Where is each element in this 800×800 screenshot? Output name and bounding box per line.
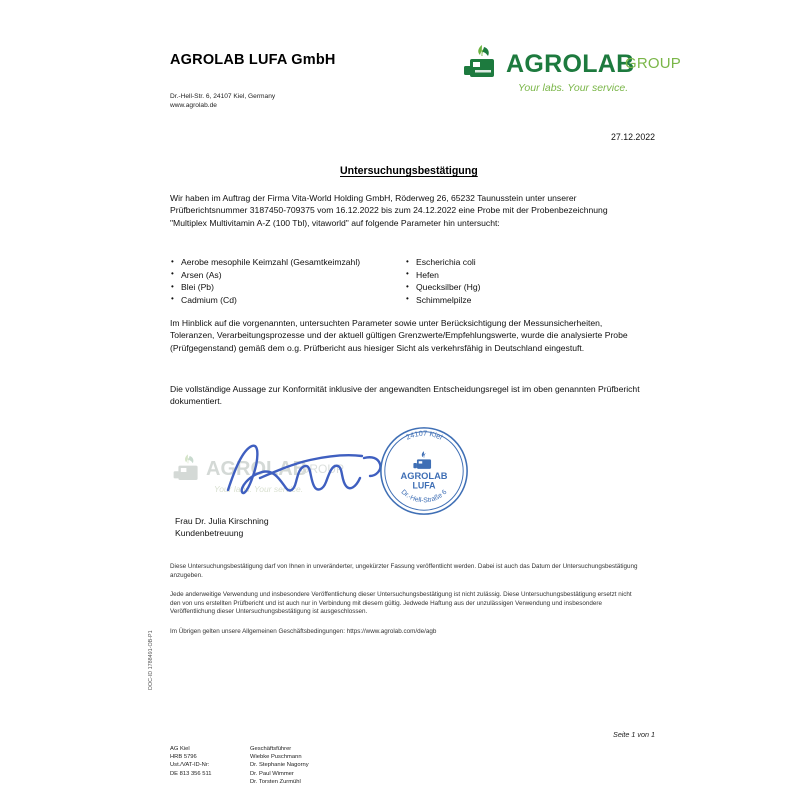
company-name: AGROLAB LUFA GmbH (170, 52, 336, 68)
document-side-code: DOC-ID 1788491-OB-P1 (148, 630, 154, 690)
footer-management-line: Dr. Torsten Zurmühl (250, 778, 301, 785)
logo-group-word: GROUP (625, 55, 682, 72)
parameter-list (170, 256, 640, 306)
svg-text:Dr.-Hell-Straße 6: Dr.-Hell-Straße 6 (399, 488, 449, 505)
document-footer (170, 745, 640, 786)
plant-flask-icon (172, 452, 204, 484)
svg-text:AGROLAB: AGROLAB (400, 470, 448, 481)
list-item: • Quecksilber (Hg) (405, 281, 640, 294)
signer-role: Kundenbetreuung (175, 528, 244, 538)
footer-management-line: Dr. Stephanie Nagorny (250, 762, 309, 769)
logo-wordmark: AGROLAB (506, 50, 635, 78)
logo-slogan: Your labs. Your service. (518, 82, 629, 94)
footnote-3: Im Übrigen gelten unsere Allgemeinen Geschäftsbedingungen: https://www.agrolab.com/de/agb (170, 627, 437, 635)
document-date: 27.12.2022 (610, 132, 655, 142)
signer-name: Frau Dr. Julia Kirschning (175, 516, 269, 526)
document-header (0, 30, 800, 110)
page-title: Untersuchungsbestätigung (340, 165, 478, 177)
footer-management-line: Wiebke Puschmann (250, 754, 302, 761)
watermark-slogan: Your labs. Your service. (214, 484, 304, 494)
footer-management-title: Geschäftsführer (250, 746, 292, 752)
signature-area (160, 420, 640, 530)
watermark-wordmark: AGROLAB (206, 458, 308, 480)
parameter-column-right (405, 256, 640, 306)
intro-paragraph: Wir haben im Auftrag der Firma Vita-World Holding GmbH, Röderweg 26, 65232 Taunusstein unter unserer Prüfberichtsnummer 3187450-709375 vom 16.12.2022 bis zum 24.12.2022 eine Probe mit der Probenbezeichnung "Multiplex Multivitamin A-Z (100 Tbl), vitaworld" auf folgende Parameter hin untersucht: (170, 193, 608, 228)
footer-company-line: DE 813 356 511 (170, 770, 212, 777)
company-address: Dr.-Hell-Str. 6, 24107 Kiel, Germany (170, 93, 276, 100)
plant-flask-icon (462, 42, 502, 82)
footnote-1: Diese Untersuchungsbestätigung darf von Ihnen in unveränderter, ungekürzter Fassung veröffentlicht werden. Dabei ist auch das Datum der Untersuchungsbestätigung anzugeben. (170, 563, 638, 579)
svg-text:24107 Kiel: 24107 Kiel (404, 428, 444, 442)
parameter-column-left (170, 256, 405, 306)
page-number: Seite 1 von 1 (613, 730, 655, 739)
footer-company-line: HRB 5796 (170, 754, 197, 761)
svg-text:LUFA: LUFA (412, 480, 436, 491)
list-item: • Aerobe mesophile Keimzahl (Gesamtkeimzahl) (170, 256, 405, 269)
footer-management-info (250, 745, 410, 786)
company-website: www.agrolab.de (170, 102, 217, 109)
watermark-group-word: GROUP (300, 462, 345, 476)
list-item: • Arsen (As) (170, 269, 405, 282)
list-item: • Hefen (405, 269, 640, 282)
footnote-2: Jede anderweitige Verwendung und insbesondere Veröffentlichung dieser Untersuchungsbestätigung ist nicht zulässig. Diese Untersuchungsbestätigung ersetzt nicht den von uns erstellten Prüfbericht und ist auch nur in Verbindung mit diesem gültig. Jedwede Haftung aus der unzulässigen Verwendung und insbesondere Veröffentlichung dieser Untersuchungsbestätigung ist ausgeschlossen. (170, 591, 632, 616)
footer-company-line: AG Kiel (170, 746, 190, 752)
footer-management-line: Dr. Paul Wimmer (250, 770, 294, 777)
list-item: • Escherichia coli (405, 256, 640, 269)
list-item: • Blei (Pb) (170, 281, 405, 294)
list-item: • Schimmelpilze (405, 294, 640, 307)
official-stamp (375, 422, 473, 520)
agrolab-logo (462, 38, 682, 100)
list-item: • Cadmium (Cd) (170, 294, 405, 307)
footer-company-info (170, 745, 250, 786)
report-reference-paragraph: Die vollständige Aussage zur Konformität inklusive der angewandten Entscheidungsregel ist im oben genannten Prüfbericht dokumentiert. (170, 384, 640, 407)
signer-block (175, 515, 269, 539)
footer-company-line: Ust./VAT-ID-Nr: (170, 762, 210, 769)
conformity-paragraph: Im Hinblick auf die vorgenannten, untersuchten Parameter sowie unter Berücksichtigung der Messunsicherheiten, Toleranzen, Verarbeitungsprozesse und der aktuell gültigen Grenzwerte/Empfehlungswerte, wurde die analysierte Probe (Prüfgegenstand) gemäß dem o.g. Prüfbericht aus hiesiger Sicht als verkehrsfähig in Deutschland eingestuft. (170, 318, 628, 353)
footnotes (170, 563, 640, 648)
